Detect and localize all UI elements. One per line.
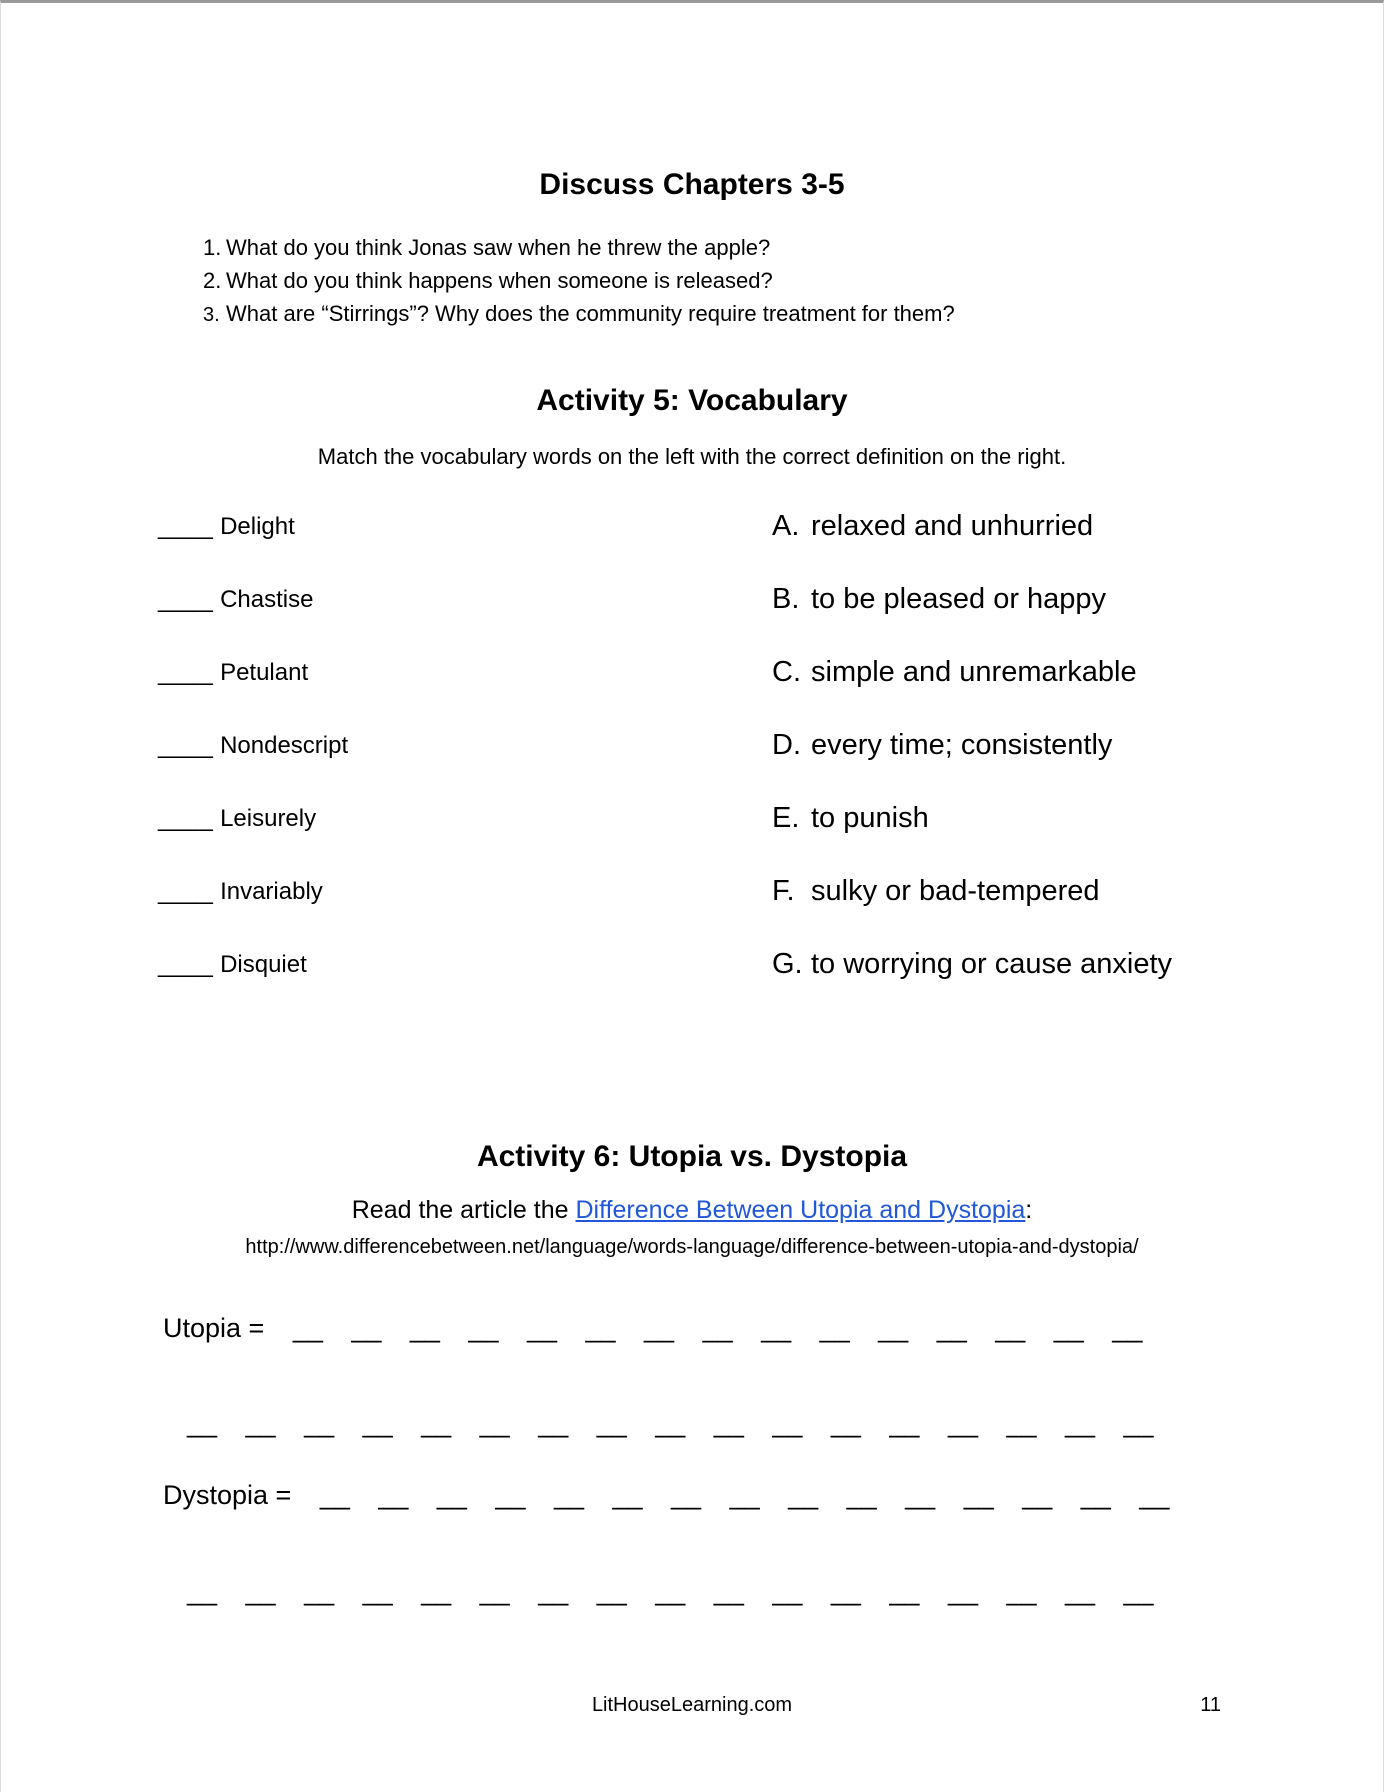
dystopia-definition-line: [163, 1478, 1169, 1512]
question-item: [203, 297, 955, 332]
utopia-definition-line-2: [187, 1406, 1154, 1440]
definition-letter: G.: [772, 948, 803, 980]
discussion-title: Discuss Chapters 3-5: [539, 168, 845, 201]
answer-blank: ____: [158, 586, 214, 613]
activity6-title: Activity 6: Utopia vs. Dystopia: [476, 1140, 908, 1173]
definition-letter: D.: [772, 729, 801, 761]
vocab-word: Nondescript: [220, 732, 349, 759]
discussion-question-list: [203, 231, 955, 332]
definition-letter: F.: [772, 875, 795, 907]
page-number: 11: [1200, 1694, 1221, 1716]
question-text: What do you think Jonas saw when he threw the apple?: [226, 235, 771, 260]
answer-blank: ____: [158, 732, 214, 759]
definition-text: to worrying or cause anxiety: [811, 948, 1173, 980]
read-article-suffix: :: [1025, 1196, 1033, 1224]
answer-blank: ____: [158, 951, 214, 978]
definition-text: to punish: [811, 802, 929, 834]
dystopia-definition-line-2: [187, 1574, 1154, 1608]
question-text: What are “Stirrings”? Why does the community require treatment for them?: [226, 301, 955, 326]
activity5-title: Activity 5: Vocabulary: [536, 384, 848, 417]
definition-text: relaxed and unhurried: [811, 510, 1094, 542]
activity5-instruction: Match the vocabulary words on the left with the correct definition on the right.: [317, 444, 1067, 469]
vocab-word: Leisurely: [220, 805, 317, 832]
vocab-word: Petulant: [220, 659, 309, 686]
question-number: 3.: [203, 304, 220, 326]
definition-letter: C.: [772, 656, 801, 688]
match-row: [158, 782, 1228, 855]
question-item: [203, 231, 955, 264]
definition-text: simple and unremarkable: [811, 656, 1137, 688]
utopia-definition-line: [163, 1311, 1142, 1345]
fill-in-blank: __ __ __ __ __ __ __ __ __ __ __ __ __ __ __ __ __: [187, 1576, 1154, 1606]
question-item: [203, 264, 955, 297]
answer-blank: ____: [158, 878, 214, 905]
fill-in-blank: __ __ __ __ __ __ __ __ __ __ __ __ __ __ __: [264, 1313, 1143, 1343]
match-row: [158, 636, 1228, 709]
match-row: [158, 563, 1228, 636]
definition-text: to be pleased or happy: [811, 583, 1107, 615]
question-number: 1.: [203, 235, 222, 260]
vocab-word: Invariably: [220, 878, 323, 905]
answer-blank: ____: [158, 513, 214, 540]
footer-site-name: LitHouseLearning.com: [591, 1694, 793, 1716]
answer-blank: ____: [158, 659, 214, 686]
vocab-match-table: [158, 490, 1228, 1001]
definition-letter: E.: [772, 802, 800, 834]
read-article-prefix: Read the article the: [351, 1196, 576, 1224]
read-article-line: [1, 1195, 1383, 1225]
utopia-label: Utopia =: [163, 1313, 265, 1343]
vocab-word: Disquiet: [220, 951, 307, 978]
match-row: [158, 490, 1228, 563]
vocab-word: Chastise: [220, 586, 314, 613]
match-row: [158, 928, 1228, 1001]
question-number: 2.: [203, 268, 222, 293]
article-link[interactable]: Difference Between Utopia and Dystopia: [575, 1196, 1026, 1224]
match-row: [158, 855, 1228, 928]
match-row: [158, 709, 1228, 782]
article-url: http://www.differencebetween.net/language/words-language/difference-between-utopia-and-dystopia/: [245, 1236, 1139, 1258]
fill-in-blank: __ __ __ __ __ __ __ __ __ __ __ __ __ __ __: [291, 1480, 1170, 1510]
definition-letter: A.: [772, 510, 800, 542]
definition-letter: B.: [772, 583, 800, 615]
vocab-word: Delight: [220, 513, 295, 540]
question-text: What do you think happens when someone is released?: [226, 268, 773, 293]
definition-text: sulky or bad-tempered: [811, 875, 1100, 907]
definition-text: every time; consistently: [811, 729, 1113, 761]
dystopia-label: Dystopia =: [163, 1480, 292, 1510]
answer-blank: ____: [158, 805, 214, 832]
fill-in-blank: __ __ __ __ __ __ __ __ __ __ __ __ __ __ __ __ __: [187, 1408, 1154, 1438]
